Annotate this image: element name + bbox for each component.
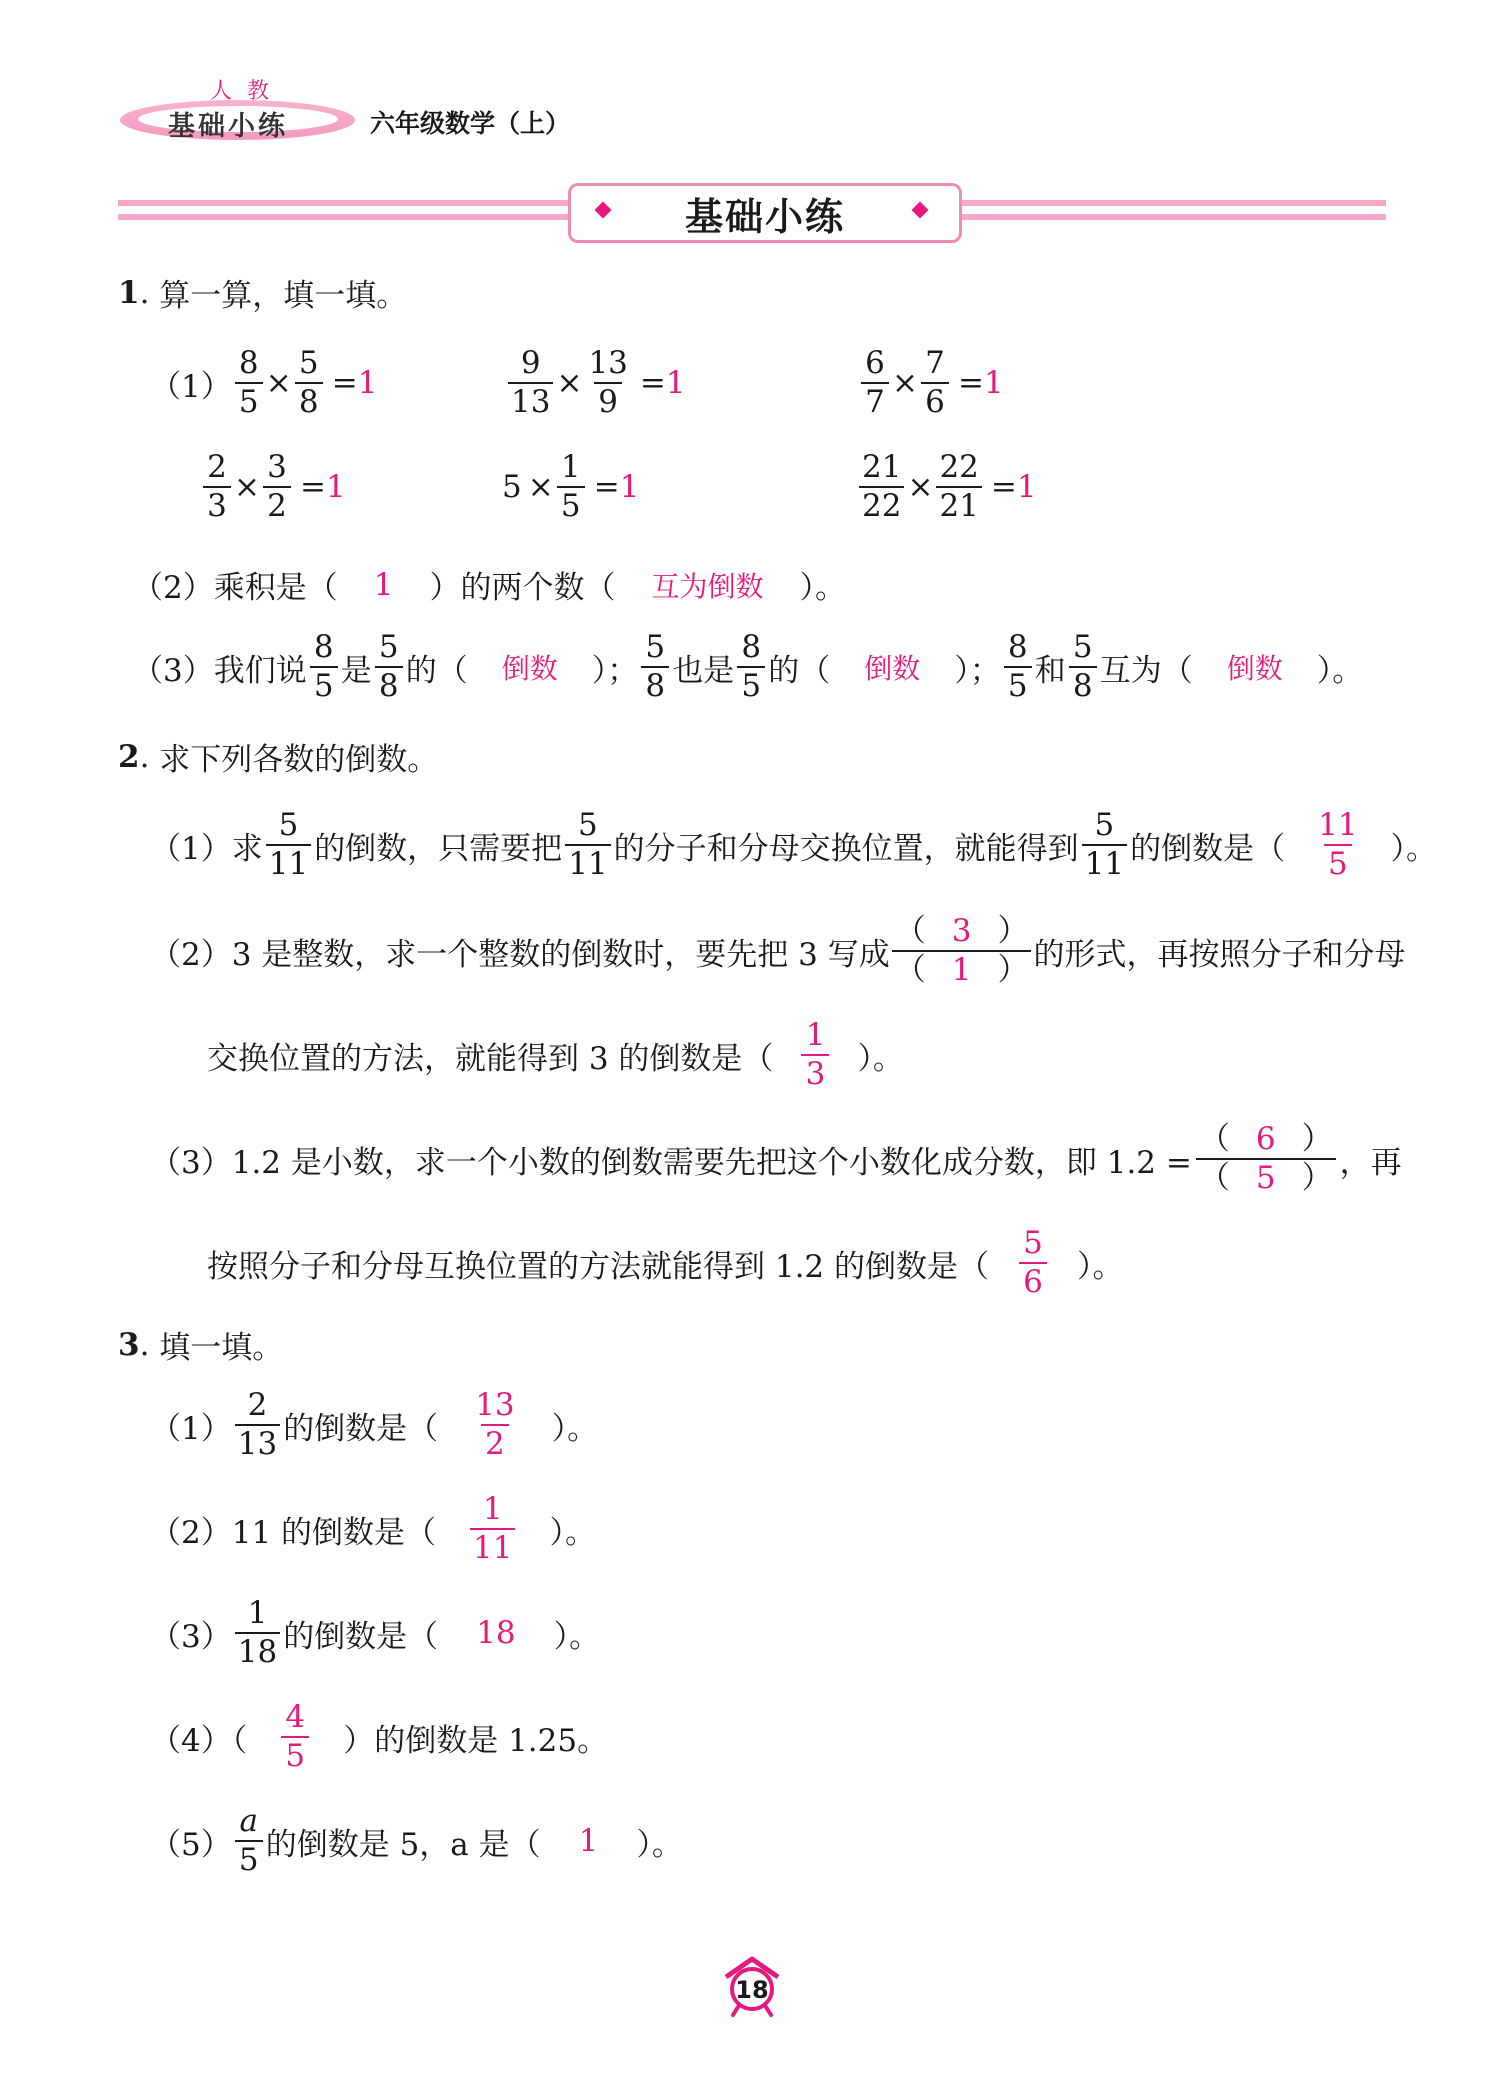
text: ）。	[553, 1618, 601, 1655]
text: ）。	[636, 1826, 683, 1863]
text: 的（	[405, 652, 468, 689]
fraction: 5 11	[565, 810, 610, 880]
text: （1）	[150, 1410, 232, 1447]
text: ）的倒数是 1.25。	[343, 1722, 609, 1759]
fraction: 5 8	[1069, 632, 1097, 702]
title-rule-left-top	[118, 200, 570, 206]
text: 按照分子和分母互换位置的方法就能得到 1.2 的倒数是（	[207, 1248, 990, 1285]
fraction: 5 8	[375, 632, 403, 702]
text: 的形式，再按照分子和分母	[1033, 936, 1406, 973]
text: 的倒数是 5，a 是（	[265, 1826, 541, 1863]
q3-part-3	[150, 1595, 601, 1670]
answer-fraction: 1 11	[470, 1494, 515, 1564]
fraction: 8 5	[1004, 632, 1032, 702]
q1-item-6	[856, 449, 1037, 524]
q3-part-2	[150, 1491, 596, 1566]
fraction: $\frac{6}{7}$	[861, 348, 889, 418]
q2-part-3	[150, 1121, 1402, 1196]
text: ）。	[857, 1040, 904, 1077]
fraction: $\frac{9}{13}$	[508, 348, 553, 418]
answer: 1	[1016, 469, 1037, 505]
text: 的（	[768, 652, 831, 689]
fraction: 8 5	[737, 632, 765, 702]
q1-item-1	[150, 345, 378, 420]
text: （2）3 是整数，求一个整数的倒数时，要先把 3 写成	[150, 936, 890, 973]
text: 的倒数是（	[283, 1410, 439, 1447]
q3-title-text: 填一填。	[159, 1330, 284, 1366]
times-sign: ×	[892, 365, 918, 401]
q1-item-5	[502, 449, 640, 524]
fraction: $\frac{7}{6}$	[921, 348, 949, 418]
answer: 1	[357, 365, 378, 401]
title-rule-right-top	[954, 200, 1386, 206]
text: ，再	[1339, 1144, 1402, 1181]
answer-fraction: 11 5	[1318, 807, 1358, 882]
answer: 1	[983, 365, 1004, 401]
text: （2）乘积是（	[132, 570, 338, 606]
text: （2）11 的倒数是（	[150, 1514, 437, 1551]
answer-fraction: 4 5	[281, 1702, 309, 1772]
fraction: 5 11	[266, 810, 311, 880]
q1-number: 1	[118, 274, 140, 311]
q2-part-2	[150, 913, 1406, 988]
q3-part-5	[150, 1803, 683, 1878]
text: 是	[340, 652, 372, 689]
q1-item-2	[505, 345, 686, 420]
q1-part-3	[132, 629, 1364, 704]
q1-title: 1 . 算一算，填一填。	[118, 270, 407, 315]
text: ）；	[954, 652, 1001, 689]
subject-title: 六年级数学（上）	[370, 109, 571, 138]
fraction: $\frac{22}{21}$	[936, 452, 981, 522]
answer-fraction: 13 2	[475, 1387, 515, 1462]
times-sign: ×	[907, 469, 934, 505]
equals-sign: =	[639, 365, 666, 401]
answer-fraction: $\frac{( 6 )}{( 5 )}$	[1196, 1124, 1336, 1194]
q3-number: 3	[118, 1326, 140, 1363]
fraction: $\frac{21}{22}$	[859, 452, 904, 522]
text: 交换位置的方法，就能得到 3 的倒数是（	[207, 1040, 774, 1077]
text: 也是	[672, 652, 735, 689]
text: （3）我们说	[132, 652, 307, 689]
equals-sign: =	[990, 469, 1017, 505]
answer-fraction: 5 6	[1019, 1228, 1047, 1298]
text: 的倒数是（	[1130, 830, 1286, 867]
fraction: 5 11	[1082, 810, 1127, 880]
fraction: a 5	[235, 1806, 263, 1876]
brand-title: 基础小练	[168, 111, 288, 142]
equals-sign: =	[299, 469, 326, 505]
fraction: 1 18	[235, 1598, 280, 1668]
q3-part-4	[150, 1699, 609, 1774]
section-title: 基础小练	[684, 194, 845, 239]
text: （3）	[150, 1618, 232, 1655]
times-sign: ×	[527, 469, 554, 505]
text: 和	[1034, 652, 1066, 689]
answer: 1	[619, 469, 640, 505]
section-title-box	[568, 183, 962, 243]
answer: 倒数	[1226, 652, 1283, 685]
q3-part-1	[150, 1387, 599, 1462]
page-number: 18	[735, 1976, 769, 2004]
text: ）。	[549, 1514, 596, 1551]
q1-title-text: 算一算，填一填。	[159, 278, 408, 314]
q2-title: 2 . 求下列各数的倒数。	[118, 734, 438, 779]
q2-part-2-line2	[207, 1017, 904, 1092]
q3-title: 3 . 填一填。	[118, 1322, 283, 1367]
fraction: $\frac{8}{5}$	[235, 348, 263, 418]
fraction: $\frac{5}{8}$	[295, 348, 323, 418]
text: 的分子和分母交换位置，就能得到	[613, 830, 1079, 867]
answer: 18	[476, 1615, 516, 1651]
q2-part-3-line2	[207, 1225, 1124, 1300]
equals-sign: =	[593, 469, 620, 505]
answer: 1	[325, 469, 346, 505]
whole-number: 5	[502, 469, 522, 505]
answer: 1	[373, 566, 394, 603]
publisher-label: 人 教	[210, 79, 273, 104]
text: ）。	[799, 570, 846, 606]
text: ）。	[551, 1410, 599, 1447]
q1-p1-label: （1）	[150, 368, 232, 405]
fraction: $\frac{13}{9}$	[588, 345, 628, 420]
q1-item-4	[200, 449, 346, 524]
q2-part-1	[150, 807, 1438, 882]
fraction: 5 8	[641, 632, 669, 702]
times-sign: ×	[234, 469, 260, 505]
text: 的倒数是（	[283, 1618, 439, 1655]
answer: 互为倒数	[651, 569, 764, 603]
text: ）。	[1390, 830, 1438, 867]
text: 互为（	[1099, 652, 1193, 689]
text: （1）求	[150, 830, 263, 867]
q2-title-text: 求下列各数的倒数。	[159, 742, 439, 778]
fraction: $\frac{1}{5}$	[557, 452, 585, 522]
text: （4）（	[150, 1722, 248, 1759]
q1-item-3	[858, 345, 1004, 420]
text: （3）1.2 是小数，求一个小数的倒数需要先把这个小数化成分数，即 1.2 =	[150, 1144, 1192, 1181]
text: （5）	[150, 1826, 232, 1863]
text: ）；	[591, 652, 639, 689]
fraction: 8 5	[310, 632, 338, 702]
times-sign: ×	[265, 365, 292, 401]
equals-sign: =	[957, 365, 984, 401]
fraction: 2 13	[235, 1390, 280, 1460]
text: ）。	[1316, 652, 1364, 689]
text: ）的两个数（	[429, 570, 616, 606]
answer: 1	[665, 365, 686, 401]
q2-number: 2	[118, 738, 140, 775]
answer: 倒数	[501, 652, 558, 685]
equals-sign: =	[331, 365, 358, 401]
answer-fraction: 1 3	[801, 1020, 829, 1090]
title-rule-right-bottom	[954, 214, 1386, 220]
answer: 倒数	[864, 652, 921, 685]
title-rule-left-bottom	[118, 214, 570, 220]
text: 的倒数，只需要把	[314, 830, 563, 867]
answer-fraction: （ 3 ） （ 1 ）	[892, 916, 1032, 986]
fraction: $\frac{2}{3}$	[203, 452, 231, 522]
answer: 1	[578, 1823, 599, 1859]
text: ）。	[1077, 1248, 1124, 1285]
fraction: $\frac{3}{2}$	[263, 452, 291, 522]
q1-part-2	[132, 562, 846, 607]
times-sign: ×	[556, 365, 583, 401]
